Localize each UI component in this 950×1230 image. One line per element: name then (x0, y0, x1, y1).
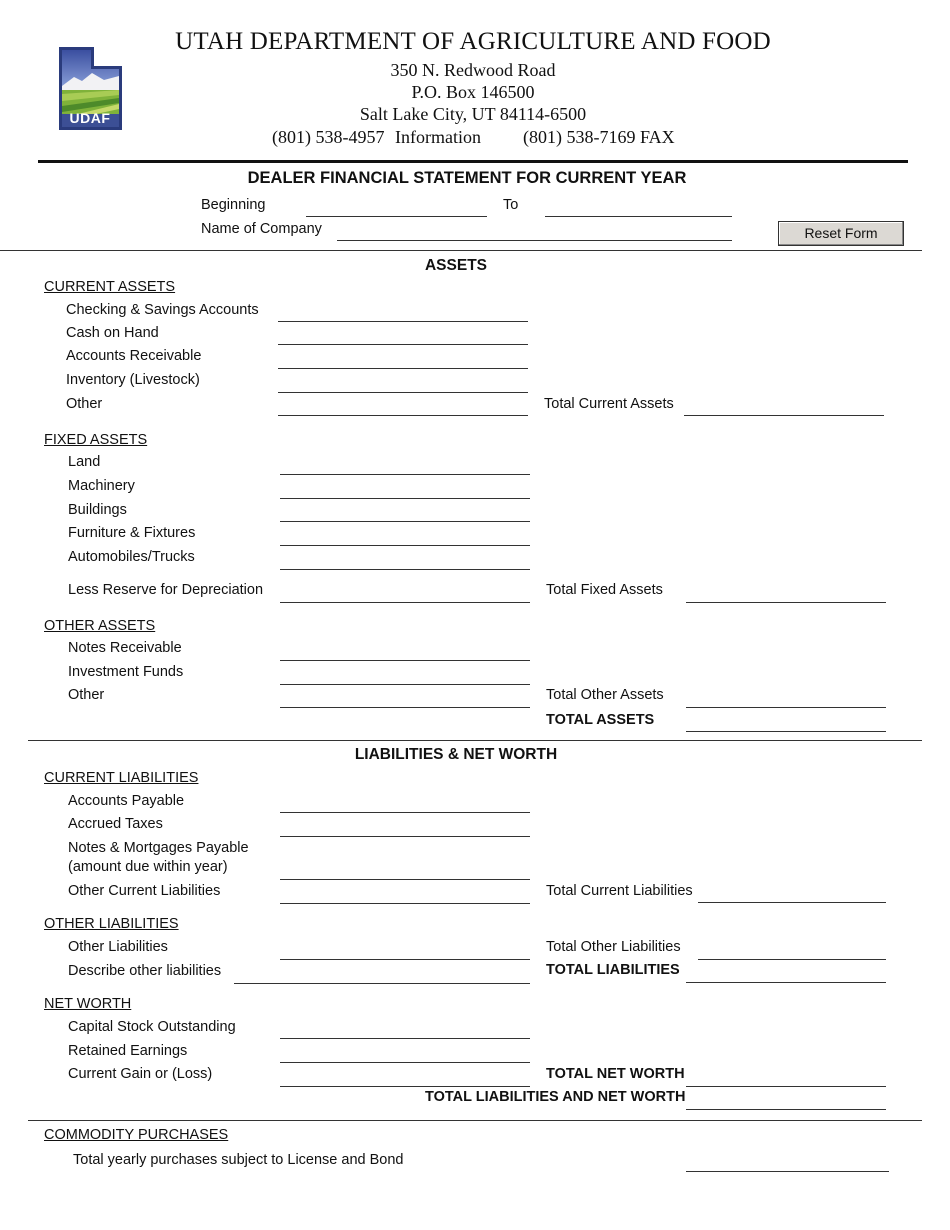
other-liabilities-field[interactable] (280, 942, 530, 960)
section-divider (28, 1120, 922, 1121)
total-liabilities-label: TOTAL LIABILITIES (546, 962, 680, 978)
end-date-field[interactable] (545, 199, 732, 217)
total-other-liabilities-label: Total Other Liabilities (546, 939, 681, 955)
buildings-field[interactable] (280, 504, 530, 522)
other-current-liabilities-field[interactable] (280, 886, 530, 904)
checking-savings-field[interactable] (278, 304, 528, 322)
accounts-payable-label: Accounts Payable (68, 793, 185, 809)
furniture-fixtures-label: Furniture & Fixtures (68, 525, 196, 541)
automobiles-trucks-label: Automobiles/Trucks (68, 549, 195, 565)
total-fixed-assets-label: Total Fixed Assets (546, 582, 663, 598)
other-assets-field[interactable] (280, 690, 530, 708)
total-current-assets-field[interactable] (684, 398, 884, 416)
accrued-taxes-field[interactable] (280, 819, 530, 837)
company-name-field[interactable] (337, 223, 732, 241)
total-current-assets-label: Total Current Assets (544, 396, 674, 412)
checking-savings-label: Checking & Savings Accounts (66, 302, 259, 318)
total-other-assets-label: Total Other Assets (546, 687, 664, 703)
retained-earnings-field[interactable] (280, 1045, 530, 1063)
reset-form-button[interactable]: Reset Form (778, 221, 904, 246)
total-liabilities-net-worth-field[interactable] (686, 1092, 886, 1110)
beginning-date-field[interactable] (306, 199, 487, 217)
phone-label: Information (394, 127, 481, 147)
inventory-field[interactable] (278, 375, 528, 393)
assets-heading: ASSETS (424, 257, 487, 274)
other-liabilities-heading: OTHER LIABILITIES (44, 916, 179, 932)
accounts-receivable-field[interactable] (278, 351, 528, 369)
notes-mortgages-sublabel: (amount due within year) (68, 859, 228, 875)
depreciation-field[interactable] (280, 585, 530, 603)
furniture-fixtures-field[interactable] (280, 528, 530, 546)
other-current-assets-field[interactable] (278, 398, 528, 416)
section-divider (0, 250, 922, 251)
current-gain-loss-label: Current Gain or (Loss) (68, 1066, 213, 1082)
form-title: DEALER FINANCIAL STATEMENT FOR CURRENT YEAR (247, 169, 687, 187)
notes-receivable-field[interactable] (280, 643, 530, 661)
current-liabilities-heading: CURRENT LIABILITIES (44, 770, 199, 786)
notes-receivable-label: Notes Receivable (68, 640, 182, 656)
buildings-label: Buildings (68, 502, 127, 518)
total-assets-field[interactable] (686, 714, 886, 732)
section-divider (28, 740, 922, 741)
yearly-purchases-label: Total yearly purchases subject to License and Bond (73, 1152, 404, 1168)
capital-stock-label: Capital Stock Outstanding (68, 1019, 236, 1035)
total-assets-label: TOTAL ASSETS (546, 712, 655, 728)
land-field[interactable] (280, 457, 530, 475)
total-net-worth-field[interactable] (686, 1069, 886, 1087)
current-gain-loss-field[interactable] (280, 1069, 530, 1087)
total-other-liabilities-field[interactable] (698, 942, 886, 960)
liabilities-heading: LIABILITIES & NET WORTH (354, 746, 558, 763)
accounts-receivable-label: Accounts Receivable (66, 348, 202, 364)
cash-on-hand-field[interactable] (278, 327, 528, 345)
other-current-assets-label: Other (66, 396, 103, 412)
other-assets-heading: OTHER ASSETS (44, 618, 156, 634)
investment-funds-label: Investment Funds (68, 664, 184, 680)
describe-liabilities-field[interactable] (234, 966, 530, 984)
address-line-1: 350 N. Redwood Road (390, 60, 556, 80)
inventory-label: Inventory (Livestock) (66, 372, 200, 388)
retained-earnings-label: Retained Earnings (68, 1043, 188, 1059)
investment-funds-field[interactable] (280, 667, 530, 685)
total-liabilities-field[interactable] (686, 965, 886, 983)
address-line-2: P.O. Box 146500 (411, 82, 535, 102)
land-label: Land (68, 454, 101, 470)
commodity-purchases-heading: COMMODITY PURCHASES (44, 1127, 229, 1143)
address-line-3: Salt Lake City, UT 84114-6500 (359, 104, 587, 124)
capital-stock-field[interactable] (280, 1021, 530, 1039)
other-liabilities-label: Other Liabilities (68, 939, 168, 955)
describe-liabilities-label: Describe other liabilities (68, 963, 222, 979)
total-liabilities-net-worth-label: TOTAL LIABILITIES AND NET WORTH (425, 1089, 686, 1105)
total-current-liabilities-label: Total Current Liabilities (546, 883, 693, 899)
machinery-field[interactable] (280, 481, 530, 499)
net-worth-heading: NET WORTH (44, 996, 132, 1012)
phone-line (272, 127, 481, 148)
total-other-assets-field[interactable] (686, 690, 886, 708)
yearly-purchases-field[interactable] (686, 1154, 889, 1172)
phone-number: (801) 538-4957 (272, 127, 385, 147)
other-assets-label: Other (68, 687, 105, 703)
current-assets-heading: CURRENT ASSETS (44, 279, 176, 295)
machinery-label: Machinery (68, 478, 135, 494)
total-net-worth-label: TOTAL NET WORTH (546, 1066, 685, 1082)
header-divider (38, 160, 908, 163)
beginning-label: Beginning (201, 197, 266, 213)
accounts-payable-field[interactable] (280, 795, 530, 813)
fax-number: (801) 538-7169 FAX (523, 127, 675, 147)
depreciation-label: Less Reserve for Depreciation (68, 582, 264, 598)
total-current-liabilities-field[interactable] (698, 885, 886, 903)
logo-text: UDAF (69, 110, 111, 126)
cash-on-hand-label: Cash on Hand (66, 325, 159, 341)
accrued-taxes-label: Accrued Taxes (68, 816, 163, 832)
total-fixed-assets-field[interactable] (686, 585, 886, 603)
company-label: Name of Company (201, 221, 322, 237)
notes-mortgages-label: Notes & Mortgages Payable (68, 840, 249, 856)
other-current-liabilities-label: Other Current Liabilities (68, 883, 221, 899)
to-label: To (503, 197, 519, 213)
automobiles-trucks-field[interactable] (280, 552, 530, 570)
notes-mortgages-field[interactable] (280, 862, 530, 880)
agency-name: UTAH DEPARTMENT OF AGRICULTURE AND FOOD (175, 28, 771, 55)
fixed-assets-heading: FIXED ASSETS (44, 432, 148, 448)
